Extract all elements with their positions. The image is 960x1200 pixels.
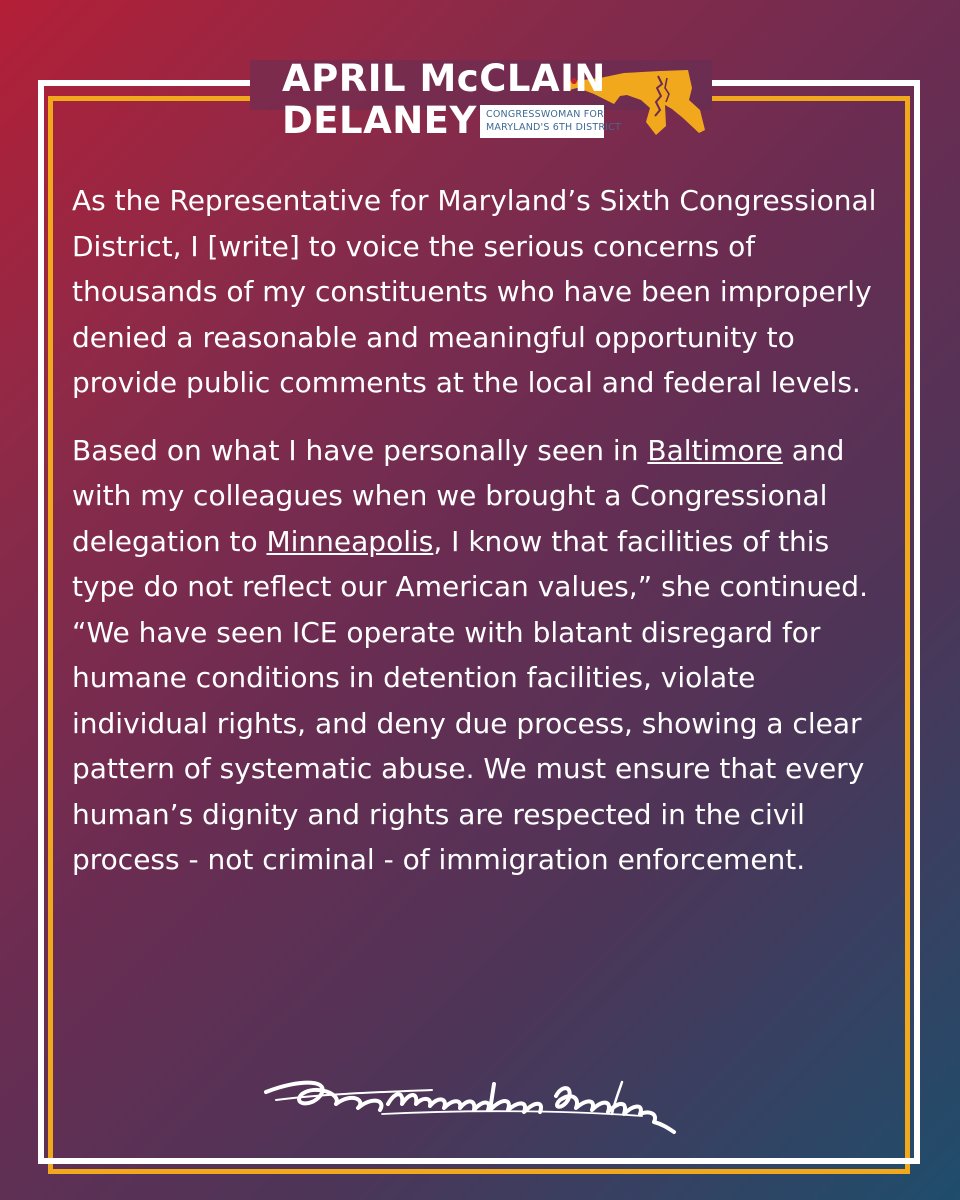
baltimore-link[interactable]: Baltimore	[647, 433, 783, 467]
letter-body	[72, 178, 892, 905]
paragraph-2	[72, 428, 892, 883]
logo-name-line2: DELANEY	[282, 99, 477, 142]
logo-tagline-line1: CONGRESSWOMAN FOR	[486, 109, 604, 120]
logo-tagline-line2: MARYLAND'S 6TH DISTRICT	[486, 122, 621, 133]
paragraph-2-text-2: and with my colleagues when we brought a Congressional delegation to	[72, 433, 845, 558]
paragraph-1: As the Representative for Maryland’s Sixth Congressional District, I [write] to voice the serious concerns of thousands of my constituents who have been improperly denied a reasonable and meaningful opportunity to provide public comments at the local and federal levels.	[72, 184, 877, 399]
minneapolis-link[interactable]: Minneapolis	[266, 524, 434, 558]
paragraph-2-text-1: Based on what I have personally seen in	[72, 433, 648, 467]
paragraph-2-text-3: , I know that facilities of this type do not reflect our American values,” she continued. “We have seen ICE operate with blatant disregard for humane conditions in detention facilities, violate individual rights, and deny due process, showing a clear pattern of systematic abuse. We must ensure that every human’s dignity and rights are respected in the civil process - not criminal - of immigration enforcement.	[72, 524, 868, 876]
logo	[282, 58, 712, 148]
logo-name-line1: APRIL McCLAIN	[282, 57, 606, 100]
signature	[262, 1070, 692, 1140]
logo-tagline	[480, 105, 621, 138]
